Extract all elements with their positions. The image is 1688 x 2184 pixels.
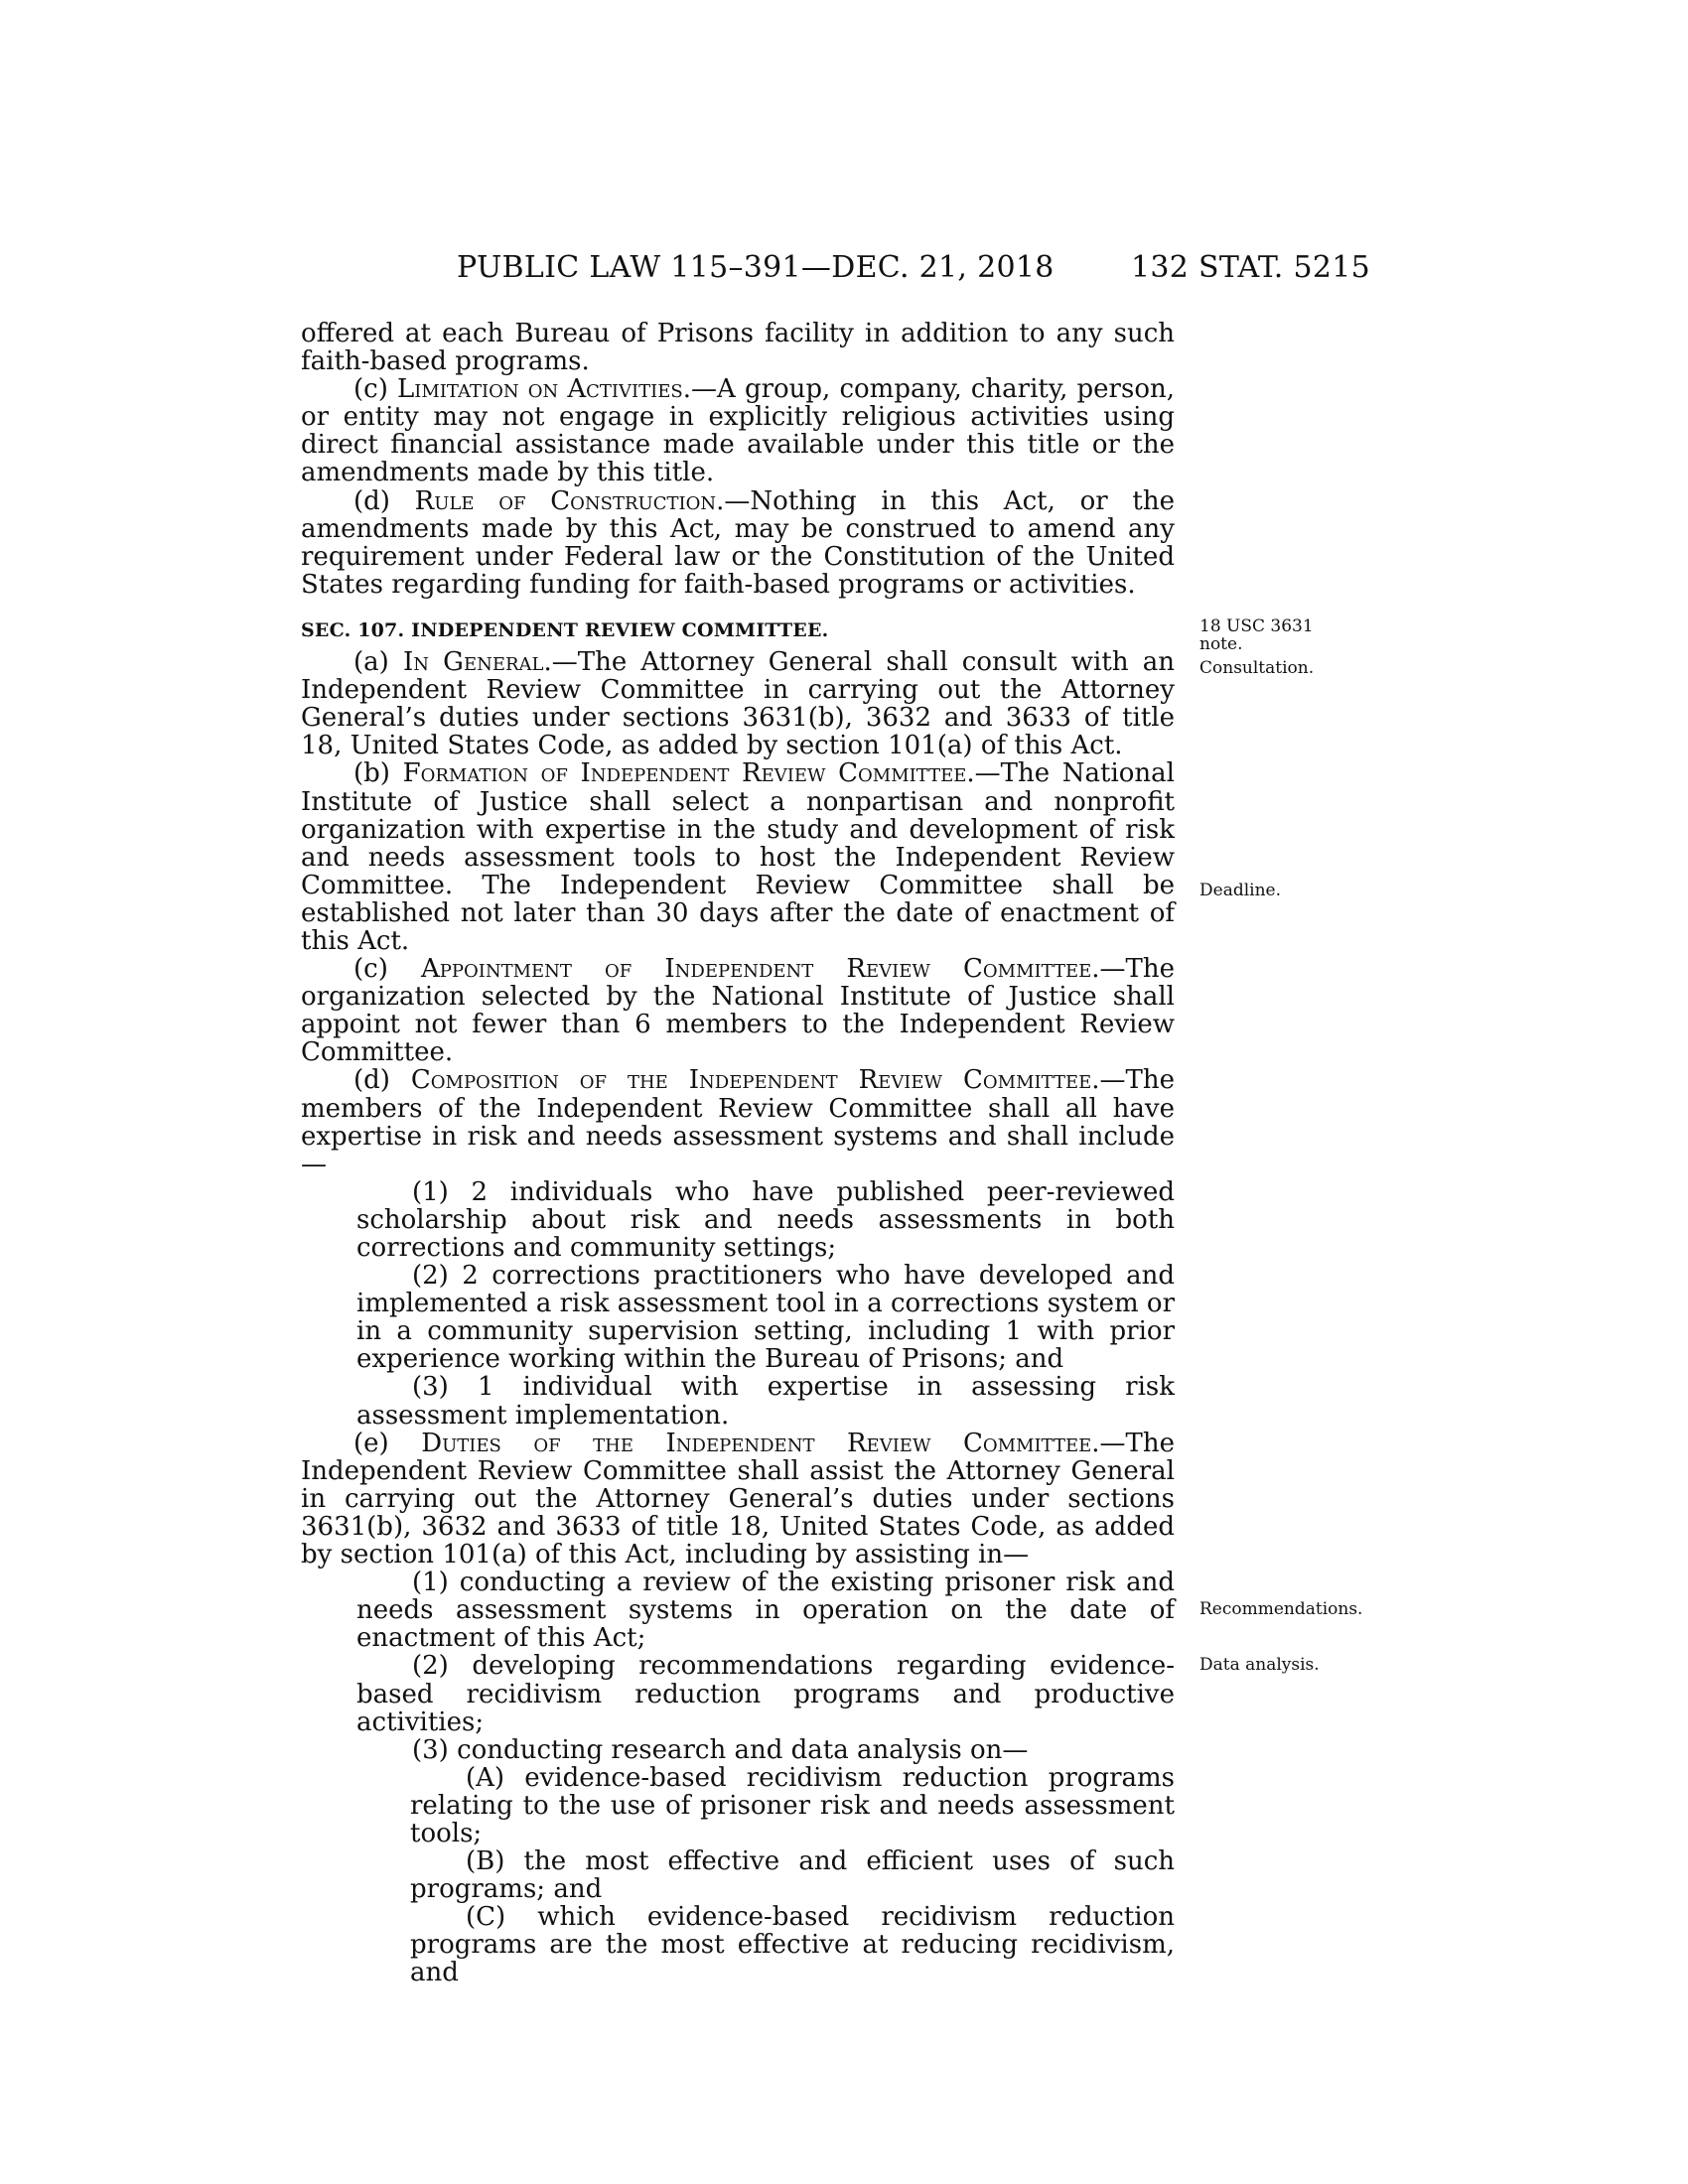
margin-note-usc: 18 USC 3631 note. <box>1199 616 1314 654</box>
subparagraph-eA: (A) evidence-based recidivism reduction programs relating to the use of prisoner risk and needs assessment tools; <box>410 1762 1175 1848</box>
running-head <box>457 250 1370 290</box>
subparagraph-eB: (B) the most effective and efficient uses of such programs; and <box>410 1846 1175 1905</box>
subsection-a-general <box>301 648 1175 759</box>
subsection-label: (d) <box>353 1065 411 1096</box>
margin-note-data-analysis: Data analysis. <box>1199 1655 1320 1675</box>
subsection-label: (c) <box>353 374 397 405</box>
subsection-title: In General <box>402 647 544 678</box>
paragraph-d3: (3) 1 individual with expertise in assessing risk assessment implementation. <box>356 1372 1175 1431</box>
subsection-title: Composition of the Independent Review Committee <box>410 1065 1092 1096</box>
section-heading: SEC. 107. INDEPENDENT REVIEW COMMITTEE. <box>301 618 829 641</box>
statute-page-number: 132 STAT. 5215 <box>1131 250 1370 285</box>
statute-text <box>301 320 1175 1987</box>
subsection-title: Rule of Construction <box>414 485 717 516</box>
subsection-b-formation <box>301 759 1175 955</box>
subsection-title: Formation of Independent Review Committee <box>402 758 967 789</box>
paragraph-e3: (3) conducting research and data analysis on— <box>412 1734 1029 1765</box>
margin-note-consultation: Consultation. <box>1199 658 1315 678</box>
paragraph-continuation: offered at each Bureau of Prisons facility in addition to any such faith-based programs. <box>301 319 1175 377</box>
subsection-title: Appointment of Independent Review Committee <box>420 954 1092 985</box>
subparagraph-eC: (C) which evidence-based recidivism reduction programs are the most effective at reducing recidivism, and <box>410 1902 1175 1988</box>
margin-note-deadline: Deadline. <box>1199 881 1281 900</box>
subsection-label: (a) <box>353 647 403 678</box>
paragraph-e1: (1) conducting a review of the existing prisoner risk and needs assessment systems in operation on the date of enactment of this Act; <box>356 1568 1175 1654</box>
paragraph-d1: (1) 2 individuals who have published peer-reviewed scholarship about risk and needs assessments in both corrections and community settings; <box>356 1176 1175 1263</box>
paragraph-e2: (2) developing recommendations regarding evidence-based recidivism reduction programs and productive activities; <box>356 1651 1175 1737</box>
subsection-d-rule <box>301 487 1175 599</box>
subsection-c-appointment <box>301 955 1175 1066</box>
paragraph-d2: (2) 2 corrections practitioners who have developed and implemented a risk assessment tool in a corrections system or in a community supervision setting, including 1 with prior experience working within the Bureau of Prisons; and <box>356 1261 1175 1375</box>
subsection-label: (b) <box>353 758 403 789</box>
subsection-label: (d) <box>353 485 415 516</box>
subsection-text: .—The Independent Review Committee shall assist the Attorney General in carrying out the Attorney General’s duties under sections 3631(b), 3632 and 3633 of title 18, United States Code, as added by section 101(a) of this Act, including by assisting in— <box>301 1428 1175 1570</box>
subsection-text: .—Nothing in this Act, or the amendments made by this Act, may be construed to amend any requirement under Federal law or the Constitution of the United States regarding funding for faith-based programs or activities. <box>301 485 1175 600</box>
subsection-title: Limitation on Activities <box>397 374 683 405</box>
subsection-text: .—A group, company, charity, person, or entity may not engage in explicitly religious activities using direct financial assistance made available under this title or the amendments made by this title. <box>301 374 1175 488</box>
subsection-text: .—The National Institute of Justice shall select a nonpartisan and nonprofit organization with expertise in the study and development of risk and needs assessment tools to host the Independent Review Committee. The Independent Review Committee shall be established not later than 30 days after the date of enactment of this Act. <box>301 758 1175 956</box>
subsection-e-duties <box>301 1430 1175 1569</box>
subsection-text: .—The organization selected by the National Institute of Justice shall appoint not fewer than 6 members to the Independent Review Committee. <box>301 954 1175 1068</box>
public-law-citation: PUBLIC LAW 115–391—DEC. 21, 2018 <box>457 250 1055 285</box>
subsection-text: .—The Attorney General shall consult with an Independent Review Committee in carrying out the Attorney General’s duties under sections 3631(b), 3632 and 3633 of title 18, United States Code, as added by section 101(a) of this Act. <box>301 647 1175 761</box>
margin-note-recommendations: Recommendations. <box>1199 1599 1363 1619</box>
subsection-label: (e) <box>353 1428 422 1458</box>
subsection-text: .—The members of the Independent Review Committee shall all have expertise in risk and needs assessment systems and shall include— <box>301 1065 1175 1179</box>
subsection-c-limitation <box>301 375 1175 486</box>
subsection-label: (c) <box>353 954 421 985</box>
subsection-title: Duties of the Independent Review Committee <box>421 1428 1092 1458</box>
subsection-d-composition <box>301 1066 1175 1177</box>
